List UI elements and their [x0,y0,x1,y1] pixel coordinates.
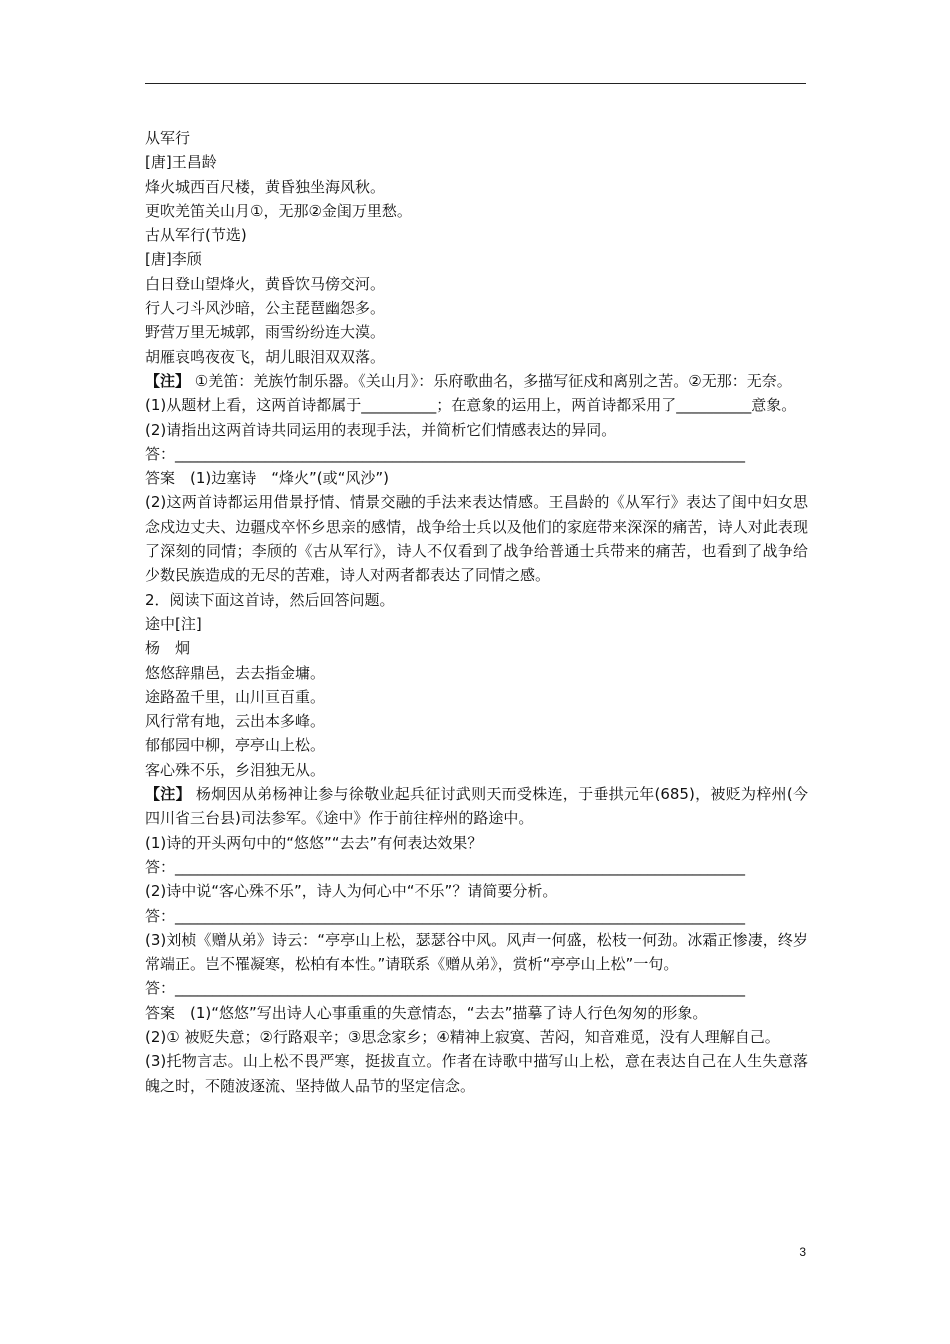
poem-line: 胡雁哀鸣夜夜飞，胡儿眼泪双双落。 [145,347,386,366]
answer: (2)① 被贬失意；②行路艰辛；③思念家乡；④精神上寂寞、苦闷，知音难觅，没有人理解自己。 [145,1027,780,1046]
question: (3)刘桢《赠从弟》诗云：“亭亭山上松，瑟瑟谷中风。风声一何盛，松枝一何劲。冰霜正惨凄，终岁常端正。岂不罹凝寒，松柏有本性。”请联系《赠从弟》，赏析“亭亭山上松”一句。 [145,930,808,974]
document-body [145,126,808,1098]
poem-title: 古从军行(节选) [145,226,247,245]
poem-line: 行人刁斗风沙暗，公主琵琶幽怨多。 [145,299,386,318]
poem-title: 从军行 [145,129,191,147]
question: (2)诗中说“客心殊不乐”，诗人为何心中“不乐”？请简要分析。 [145,882,558,901]
annotation [145,369,808,393]
annotation-text: 杨炯因从弟杨神让参与徐敬业起兵征讨武则天而受株连，于垂拱元年(685)，被贬为梓州(今四川省三台县)司法参军。《途中》作于前往梓州的路途中。 [145,785,808,828]
poem-line: 途路盈千里，山川亘百重。 [145,687,326,706]
question: (1)诗的开头两句中的“悠悠”“去去”有何表达效果？ [145,833,483,852]
poem-author: 杨 炯 [145,639,191,658]
answer: 答案 (1)“悠悠”写出诗人心事重重的失意情态，“去去”描摹了诗人行色匆匆的形象。 [145,1003,708,1022]
annotation [145,782,808,831]
page-number: 3 [799,1245,806,1259]
poem-line: 白日登山望烽火，黄昏饮马傍交河。 [145,274,386,293]
poem-line: 郁郁园中柳，亭亭山上松。 [145,736,326,755]
poem-line: 悠悠辞鼎邑，去去指金墉。 [145,663,326,682]
poem-title: 途中[注] [145,614,202,633]
poem-line: 野营万里无城郭，雨雪纷纷连大漠。 [145,323,386,342]
question: (1)从题材上看，这两首诗都属于__________；在意象的运用上，两首诗都采用了__________意象。 [145,396,797,415]
answer-blank: 答：____________________________________________________________________________ [145,906,746,925]
question-heading: 2．阅读下面这首诗，然后回答问题。 [145,590,395,609]
answer: 答案 (1)边塞诗 “烽火”(或“风沙”) [145,469,390,488]
answer: (2)这两首诗都运用借景抒情、情景交融的手法来表达情感。王昌龄的《从军行》表达了闺中妇女思念戍边丈夫、边疆戍卒怀乡思亲的感情，战争给士兵以及他们的家庭带来深深的痛苦，诗人对此表现了深刻的同情；李颀的《古从军行》，诗人不仅看到了战争给普通士兵带来的痛苦，也看到了战争给少数民族造成的无尽的苦难，诗人对两者都表达了同情之感。 [145,493,808,585]
poem-line: 客心殊不乐，乡泪独无从。 [145,760,326,779]
annotation-tag: 【注】 [145,785,191,804]
poem-author: [唐]王昌龄 [145,153,217,172]
poem-line: 风行常有地，云出本多峰。 [145,712,326,731]
poem-author: [唐]李颀 [145,250,202,269]
poem-line: 烽火城西百尺楼，黄昏独坐海风秋。 [145,177,386,196]
answer-blank: 答：____________________________________________________________________________ [145,444,746,463]
poem-line: 更吹羌笛关山月①，无那②金闺万里愁。 [145,201,412,220]
header-rule [145,83,806,84]
question: (2)请指出这两首诗共同运用的表现手法，并简析它们情感表达的异同。 [145,420,617,439]
answer-blank: 答：____________________________________________________________________________ [145,857,746,876]
answer: (3)托物言志。山上松不畏严寒，挺拔直立。作者在诗歌中描写山上松，意在表达自己在人生失意落魄之时，不随波逐流、坚持做人品节的坚定信念。 [145,1052,808,1095]
answer-blank: 答：____________________________________________________________________________ [145,979,746,998]
annotation-text: ①羌笛：羌族竹制乐器。《关山月》：乐府歌曲名，多描写征戍和离别之苦。②无那：无奈。 [194,371,792,390]
annotation-tag: 【注】 [145,371,191,390]
